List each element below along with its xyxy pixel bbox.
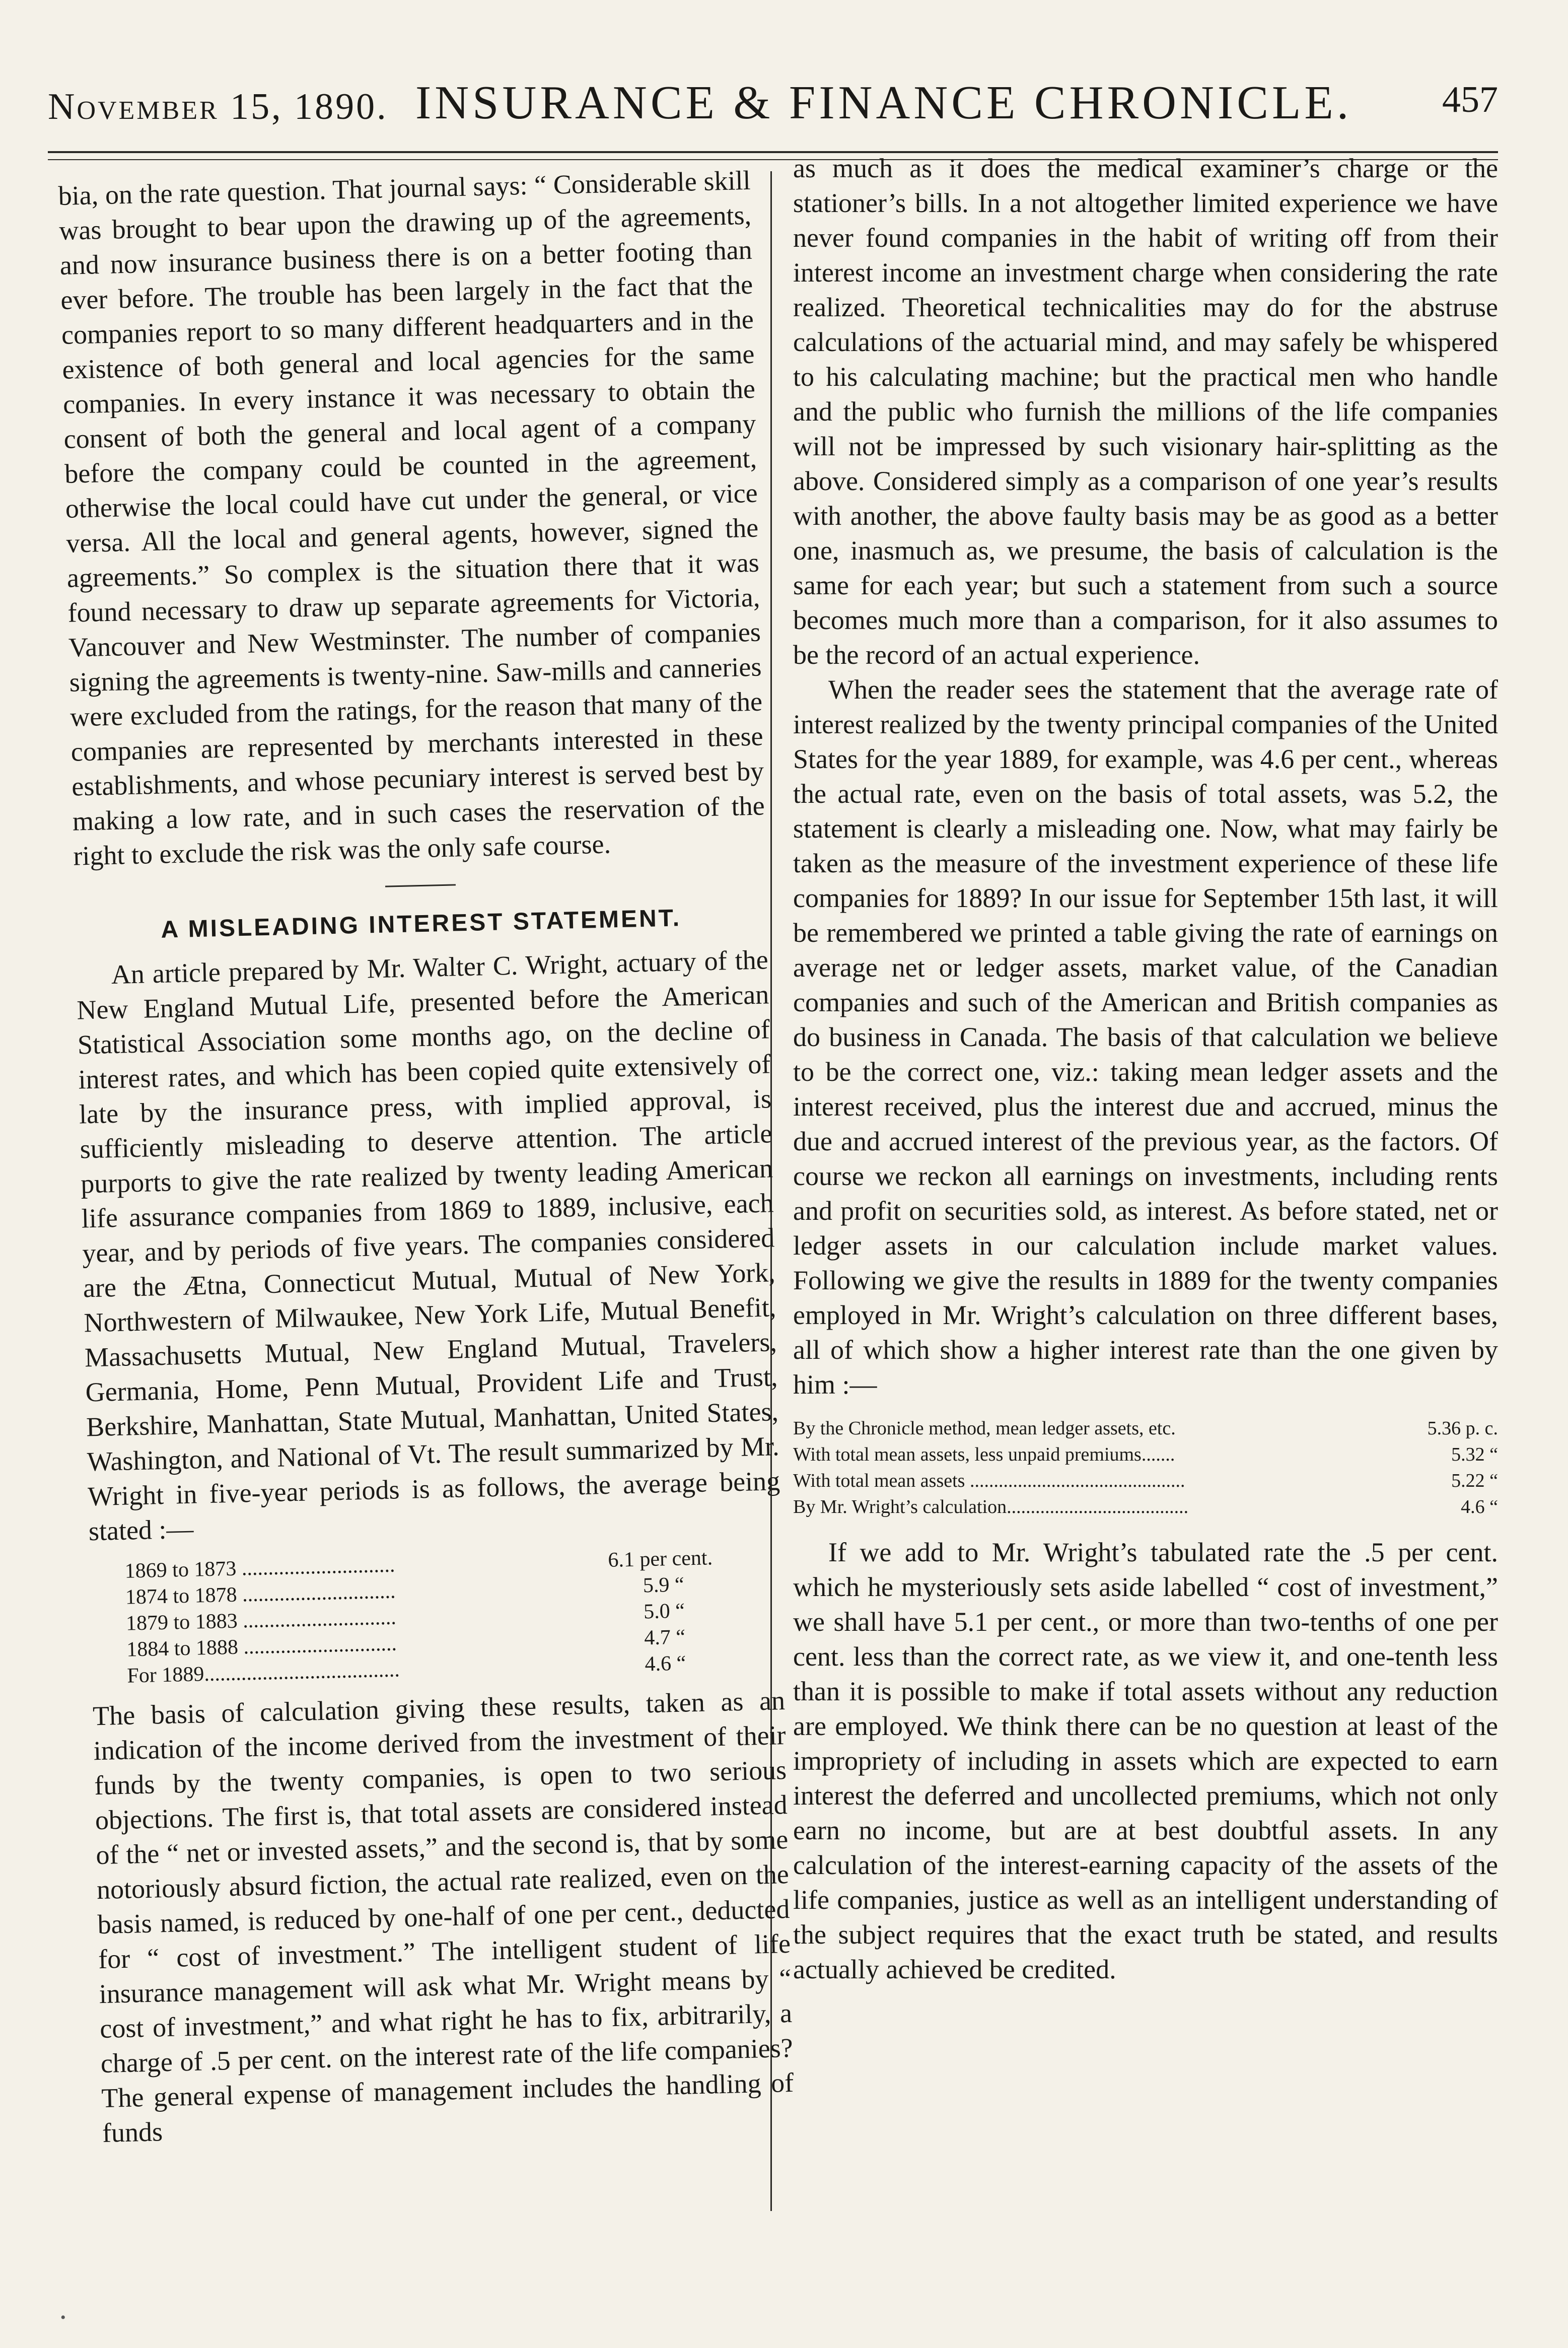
rates-period: 1879 to 1883 .............................	[125, 1606, 397, 1635]
paragraph: If we add to Mr. Wright’s tabulated rate the .5 per cent. which he mysteriously sets aside labelled “ cost of investment,” we shall have 5.1 per cent., or more than two-tenths of one per cent. less than the correct rate, as we view it, and one-tenth less than it is possible to make if total assets without any reduction are employed. We think there can be no question at least of the impropriety of including in assets which are expected to earn interest the deferred and uncollected premiums, which not only earn no income, but are at best doubtful assets. In any calculation of the interest-earning capacity of the assets of the life companies, justice as well as an intelligent understanding of the subject requires that the exact truth be stated, and results actually achieved be credited.	[793, 1537, 1498, 1984]
rates-value: 5.0 “	[643, 1599, 685, 1624]
rates-value: 4.7 “	[644, 1625, 686, 1650]
rates-period: For 1889.....................................	[126, 1658, 400, 1688]
paragraph: The basis of calculation giving these results, taken as an indication of the income derived from the investment of their funds by the twenty companies, is open to two serious objections. The first is, that total assets are considered instead of the “ net or invested assets,” and the second is, that by some notoriously absurd fiction, the actual rate realized, even on the basis named, is reduced by one-half of one per cent., deducted for “ cost of investment.” The intelligent student of life insurance management will ask what Mr. Wright means by “ cost of investment,” and what right he has to fix, arbitrarily, a charge of .5 per cent. on the interest rate of the life companies? The general expense of management includes the handling of funds	[92, 1685, 794, 2148]
rates-table	[124, 1543, 785, 1689]
bases-label: By the Chronicle method, mean ledger assets, etc.	[793, 1418, 1176, 1439]
bases-value: 5.32 “	[1451, 1444, 1498, 1465]
right-column	[793, 151, 1498, 1987]
page-header	[48, 76, 1498, 156]
footer-mark: •	[60, 2309, 66, 2326]
bases-value: 4.6 “	[1461, 1496, 1498, 1517]
bases-row	[793, 1494, 1498, 1520]
bases-label: By Mr. Wright’s calculation......................................	[793, 1496, 1189, 1517]
rates-value: 6.1 per cent.	[607, 1546, 713, 1572]
page-number: 457	[1442, 79, 1498, 120]
paragraph: as much as it does the medical examiner’s charge or the stationer’s bills. In a not altogether limited experience we have never found companies in the habit of writing off from their interest income an investment charge when considering the rate realized. Theoretical technicalities may do for the abstruse calculations of the actuarial mind, and may safely be whispered to his calculating machine; but the practical men who handle and the public who furnish the millions of the life companies will not be impressed by such visionary hair-splitting as the above. Considered simply as a comparison of one year’s results with another, the above faulty basis may be as good as a better one, inasmuch as, we presume, the basis of calculation is the same for each year; but such a statement from such a source becomes much more than a comparison, for it also assumes to be the record of an actual experience.	[793, 153, 1498, 670]
bases-value: 5.36 p. c.	[1427, 1418, 1498, 1439]
left-column	[58, 163, 795, 2151]
bases-table	[793, 1415, 1498, 1520]
journal-title: INSURANCE & FINANCE CHRONICLE.	[415, 77, 1352, 129]
rates-period: 1884 to 1888 .............................	[126, 1632, 397, 1662]
rates-value: 5.9 “	[643, 1573, 685, 1598]
section-divider	[385, 884, 456, 887]
bases-row	[793, 1468, 1498, 1494]
paragraph: bia, on the rate question. That journal says: “ Considerable skill was brought to bear upon the drawing up of the agreements, and now insurance business there is on a better footing than ever before. The trouble has been largely in the fact that the companies report to so many different headquarters and in the existence of both general and local agencies for the same companies. In every instance it was necessary to obtain the consent of both the general and local agent of a company before the company could be counted in the agreement, otherwise the local could have cut under the general, or vice versa. All the local and general agents, however, signed the agreements.” So complex is the situation there that it was found necessary to draw up separate agreements for Victoria, Vancouver and New Westminster. The number of companies signing the agreements is twenty-nine. Saw-mills and canneries were excluded from the ratings, for the reason that many of the companies are represented by merchants interested in these establishments, and whose pecuniary interest is served best by making a low rate, and in such cases the reservation of the right to exclude the risk was the only safe course.	[58, 165, 765, 871]
paragraph: When the reader sees the statement that the average rate of interest realized by the twenty principal companies of the United States for the year 1889, for example, was 4.6 per cent., whereas the actual rate, even on the basis of total assets, was 5.2, the statement is clearly a misleading one. Now, what may fairly be taken as the measure of the investment experience of these life companies for 1889? In our issue for September 15th last, it will be remembered we printed a table giving the rate of earnings on average net or ledger assets, market value, of the Canadian companies and such of the American and British companies as do business in Canada. The basis of that calculation we believe to be the correct one, viz.: taking mean ledger assets and the interest received, plus the interest due and accrued, minus the due and accrued interest of the previous year, as the factors. Of course we reckon all earnings on investments, including rents and profit on securities sold, as interest. As before stated, net or ledger assets in our calculation include market values. Following we give the results in 1889 for the twenty companies employed in Mr. Wright’s calculation on three different bases, all of which show a higher interest rate than the one given by him :—	[793, 674, 1498, 1400]
paragraph: An article prepared by Mr. Walter C. Wright, actuary of the New England Mutual Life, presented before the American Statistical Association some months ago, on the decline of interest rates, and which has been copied quite extensively of late by the insurance press, with implied approval, is sufficiently misleading to deserve attention. The article purports to give the rate realized by twenty leading American life assurance companies from 1869 to 1889, inclusive, each year, and by periods of five years. The companies considered are the Ætna, Connecticut Mutual, Mutual of New York, Northwestern of Milwaukee, New York Life, Mutual Benefit, Massachusetts Mutual, New England Mutual, Travelers, Germania, Home, Penn Mutual, Provident Life and Trust, Berkshire, Manhattan, State Mutual, Manhattan, United States, Washington, and National of Vt. The result summarized by Mr. Wright in five-year periods is as follows, the average being stated :—	[76, 944, 780, 1547]
bases-label: With total mean assets, less unpaid premiums.......	[793, 1444, 1175, 1465]
bases-label: With total mean assets .............................................	[793, 1470, 1185, 1491]
rates-value: 4.6 “	[645, 1651, 686, 1676]
rates-period: 1874 to 1878 .............................	[125, 1579, 396, 1609]
bases-row	[793, 1441, 1498, 1468]
bases-row	[793, 1415, 1498, 1441]
issue-date: November 15, 1890.	[48, 86, 388, 127]
rates-period: 1869 to 1873 .............................	[124, 1553, 395, 1583]
article-heading: A MISLEADING INTEREST STATEMENT.	[160, 905, 682, 943]
bases-value: 5.22 “	[1451, 1470, 1498, 1491]
